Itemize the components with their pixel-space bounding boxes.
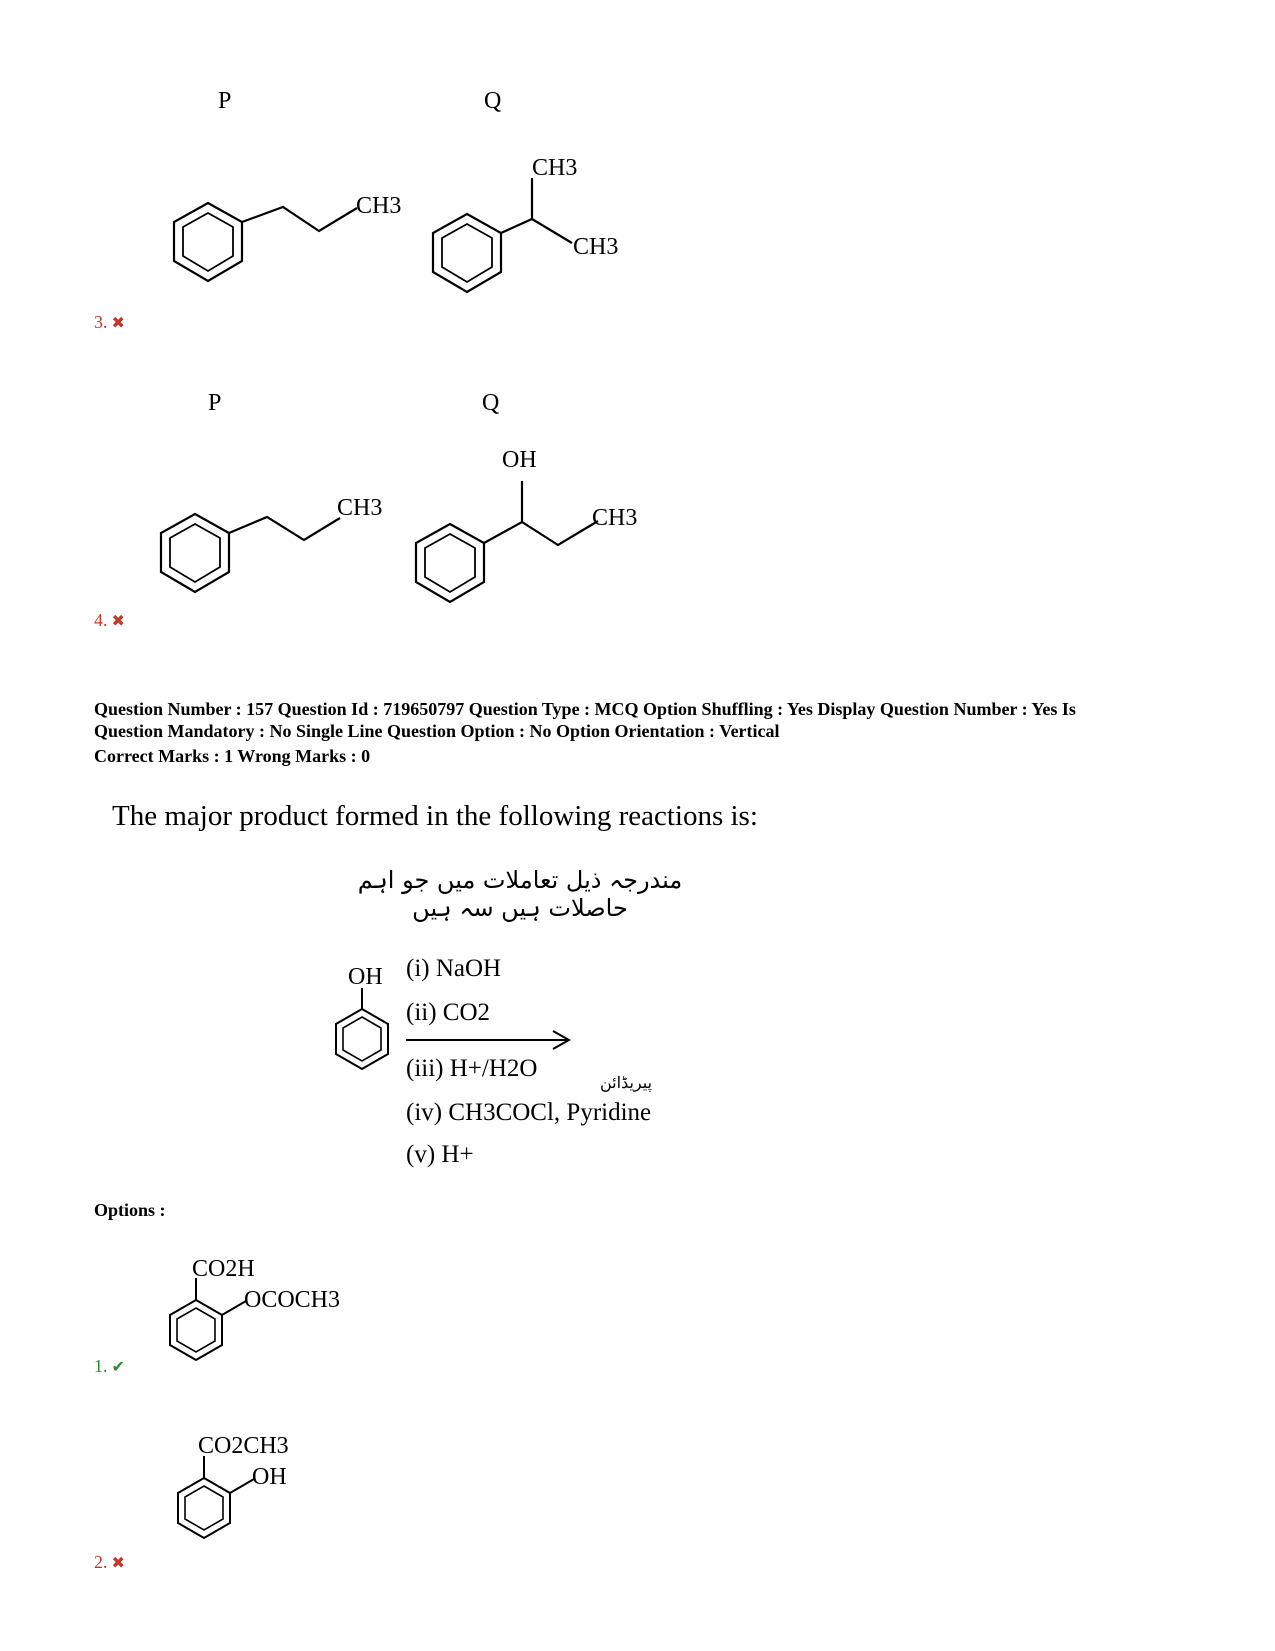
question-marks: Correct Marks : 1 Wrong Marks : 0 xyxy=(94,746,371,766)
option4-q-group-top: OH xyxy=(502,447,537,473)
option4-q-group-right: CH3 xyxy=(592,505,638,531)
option2-number: 2. xyxy=(94,1552,108,1572)
option3-q-group-top: CH3 xyxy=(532,155,578,181)
step-2: (ii) CO2 xyxy=(406,999,491,1026)
option4-label-p: P xyxy=(208,390,222,416)
option1-number: 1. xyxy=(94,1356,108,1376)
reactant-group: OH xyxy=(348,964,383,990)
step-3: (iii) H+/H2O xyxy=(406,1055,538,1082)
options-title: Options : xyxy=(94,1200,166,1220)
option2-number-row[interactable] xyxy=(94,1552,125,1573)
option4-label-q: Q xyxy=(482,390,500,416)
question-text-urdu: مندرجہ ذیل تعاملات میں جو اہم حاصلات ہیں سہ ہیں xyxy=(357,866,683,922)
cross-icon: ✖ xyxy=(111,1555,125,1572)
check-icon: ✔ xyxy=(111,1359,125,1376)
cross-icon: ✖ xyxy=(111,315,125,332)
step-5: (v) H+ xyxy=(406,1141,474,1168)
step-1: (i) NaOH xyxy=(406,955,502,982)
svg-text:OH xyxy=(252,1464,287,1490)
cross-icon: ✖ xyxy=(111,613,125,630)
question-meta-line1: Question Number : 157 Question Id : 719650797 Question Type : MCQ Option Shuffling : Yes Display Question Number : Yes Is xyxy=(94,699,1076,719)
option2-group-top: CO2CH3 xyxy=(198,1433,289,1459)
option4-number: 4. xyxy=(94,610,108,630)
option3-number: 3. xyxy=(94,312,108,332)
option4-p-group: CH3 xyxy=(337,495,383,521)
option3-label-p: P xyxy=(218,88,232,114)
question-text: The major product formed in the following reactions is: xyxy=(112,800,758,832)
option3-p-group: CH3 xyxy=(356,193,402,219)
option2-group-side: OH xyxy=(252,1464,287,1490)
option3-label-q: Q xyxy=(484,88,502,114)
step-urdu: پیریڈائن xyxy=(600,1075,653,1092)
option1-group-side: OCOCH3 xyxy=(244,1287,341,1313)
step-4: (iv) CH3COCl, Pyridine xyxy=(406,1099,652,1126)
option1-group-top: CO2H xyxy=(192,1256,255,1282)
question-meta-line2: Question Mandatory : No Single Line Question Option : No Option Orientation : Vertical xyxy=(94,721,780,741)
option3-q-group-right: CH3 xyxy=(573,234,619,260)
svg-text:CO2CH3 xyxy=(198,1433,289,1459)
